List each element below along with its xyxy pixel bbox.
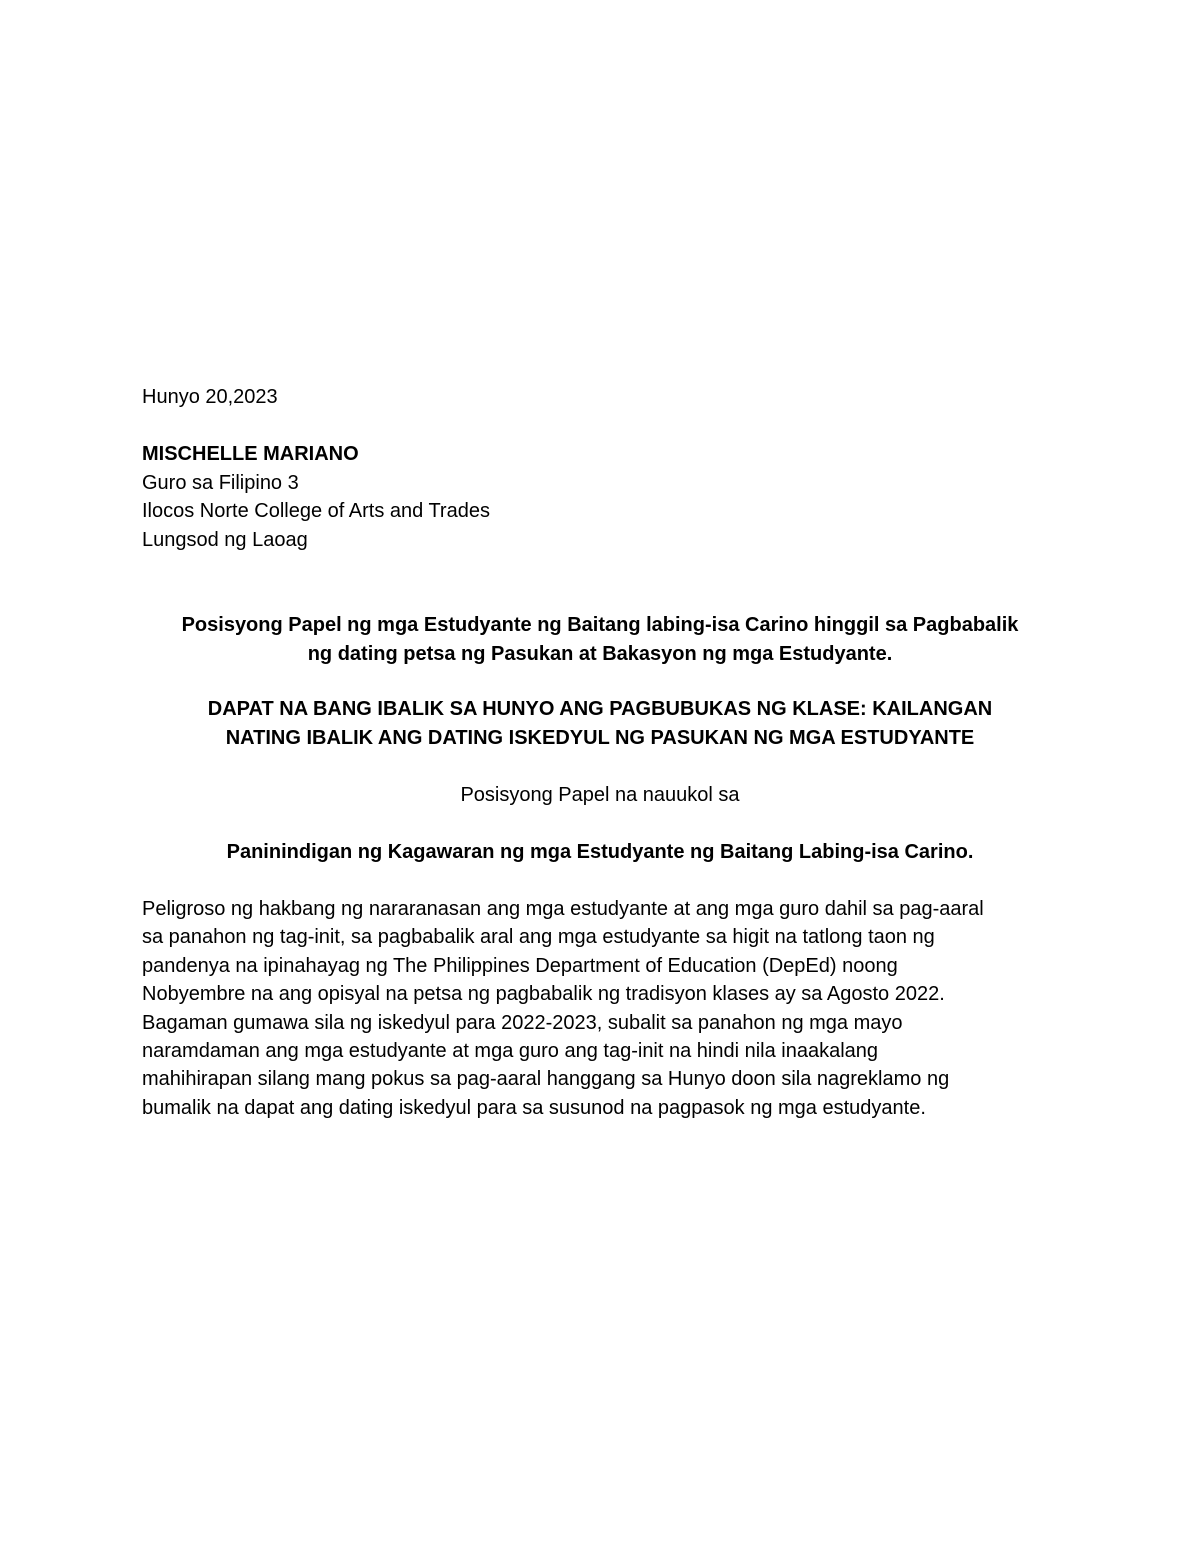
body-line: bumalik na dapat ang dating iskedyul para sa susunod na pagpasok ng mga estudyante. [142,1096,926,1119]
sender-institution: Ilocos Norte College of Arts and Trades [142,500,490,522]
body-line: Nobyembre na ang opisyal na petsa ng pagbabalik ng tradisyon klases ay sa Agosto 2022. [142,983,945,1006]
sender-name: MISCHELLE MARIANO [142,443,359,465]
body-line: pandenya na ipinahayag ng The Philippines Department of Education (DepEd) noong [142,954,898,977]
body-line: sa panahon ng tag-init, sa pagbabalik aral ang mga estudyante sa higit na tatlong taon ng [142,926,935,949]
paper-subtitle: Posisyong Papel na nauukol sa [460,784,740,806]
paper-headline-line-1: DAPAT NA BANG IBALIK SA HUNYO ANG PAGBUBUKAS NG KLASE: KAILANGAN [207,698,993,720]
paper-headline-line-2: NATING IBALIK ANG DATING ISKEDYUL NG PASUKAN NG MGA ESTUDYANTE [225,726,975,749]
body-line: mahihirapan silang mang pokus sa pag-aaral hanggang sa Hunyo doon sila nagreklamo ng [142,1068,950,1091]
paper-title-line-2: ng dating petsa ng Pasukan at Bakasyon ng mga Estudyante. [307,642,893,665]
sender-position: Guro sa Filipino 3 [142,471,299,494]
sender-block [142,440,1058,554]
paper-headline [142,695,1058,752]
body-line: Bagaman gumawa sila ng iskedyul para 2022-2023, subalit sa panahon ng mga mayo [142,1011,903,1034]
body-line: naramdaman ang mga estudyante at mga guro ang tag-init na hindi nila inaakalang [142,1040,879,1063]
paper-title-line-1: Posisyong Papel ng mga Estudyante ng Baitang labing-isa Carino hinggil sa Pagbabalik [181,614,1019,636]
paper-title [142,611,1058,668]
body-paragraph [142,895,1058,1122]
sender-city: Lungsod ng Laoag [142,528,308,551]
letter-date: Hunyo 20,2023 [142,386,278,408]
body-line: Peligroso ng hakbang ng nararanasan ang mga estudyante at ang mga guro dahil sa pag-aaral [142,898,984,920]
paper-stance: Paninindigan ng Kagawaran ng mga Estudyante ng Baitang Labing-isa Carino. [226,841,974,863]
